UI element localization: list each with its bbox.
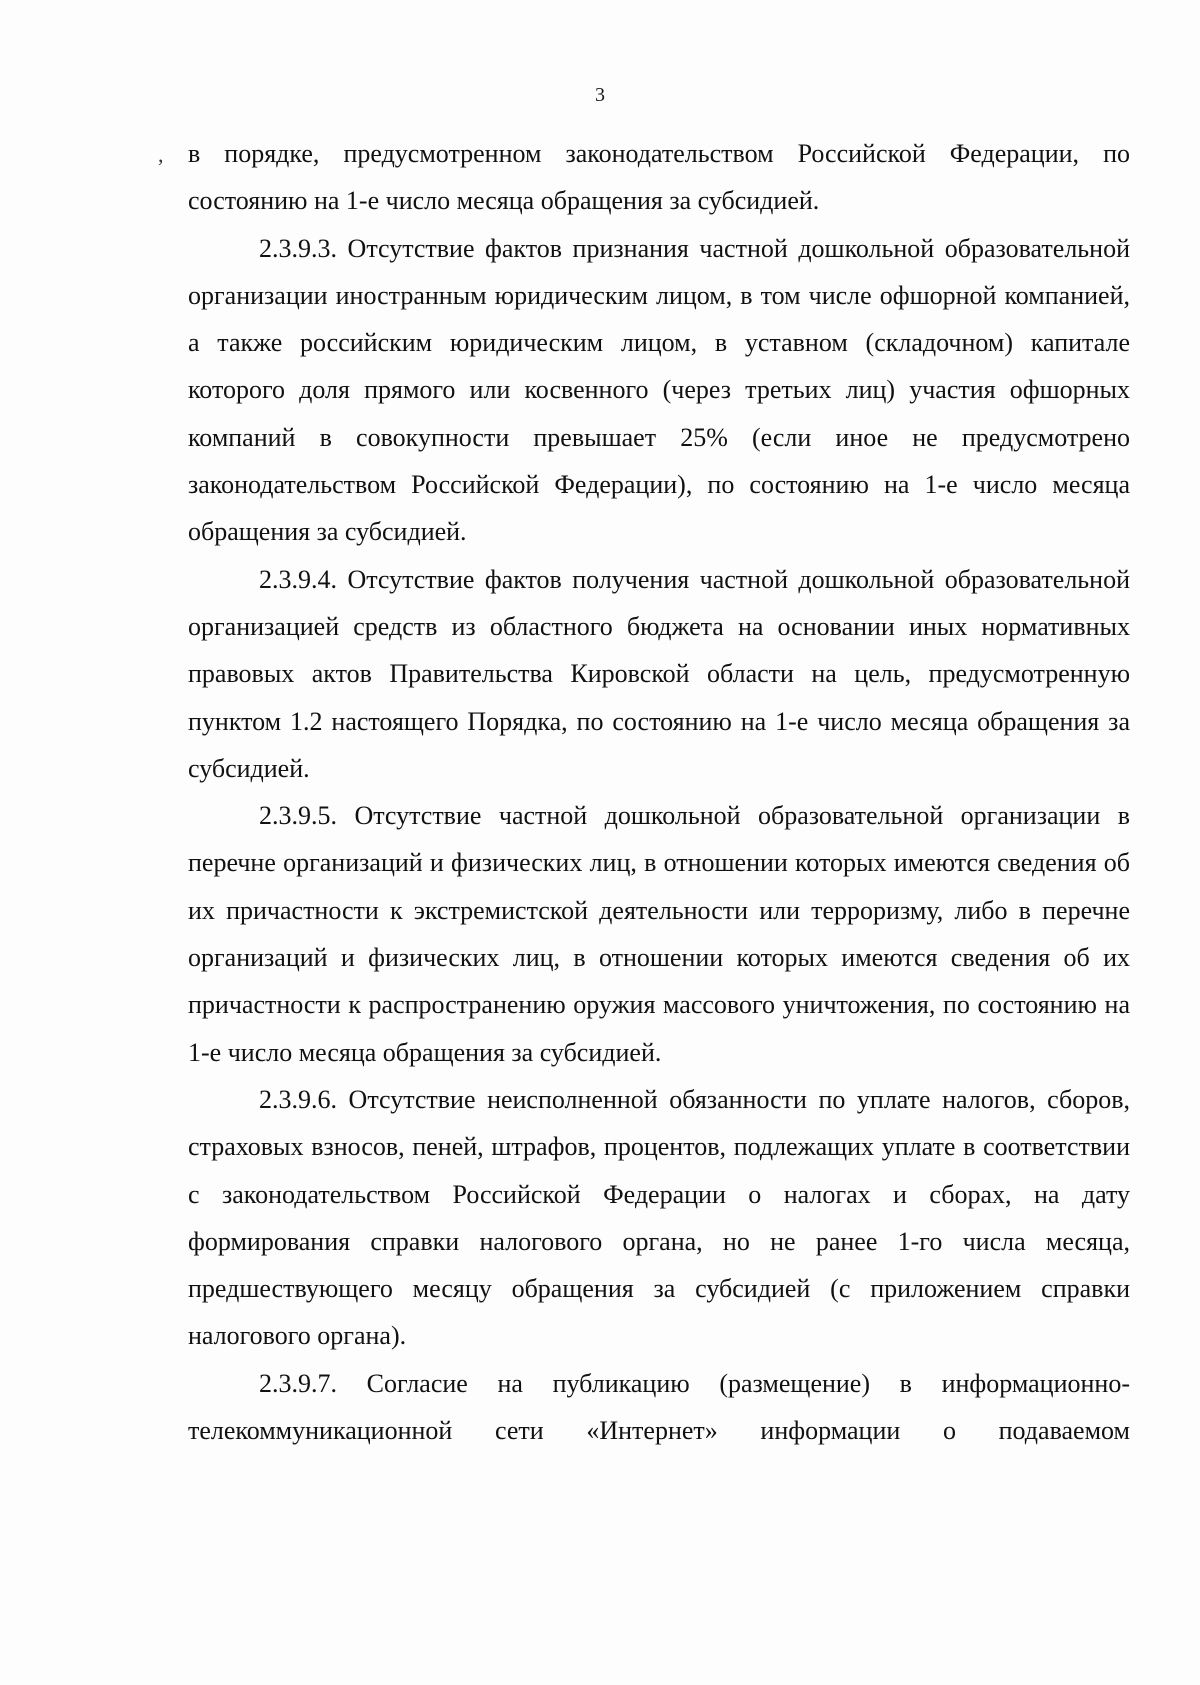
paragraph-2-3-9-4: 2.3.9.4. Отсутствие фактов получения частной дошкольной образовательной организацией средств из областного бюджета на основании иных нормативных правовых актов Правительства Кировской области на цель, предусмотренную пунктом 1.2 настоящего Порядка, по состоянию на 1-е число месяца обращения за субсидией.	[188, 564, 1130, 783]
paragraph-2-3-9-5: 2.3.9.5. Отсутствие частной дошкольной образовательной организации в перечне организаций и физических лиц, в отношении которых имеются сведения об их причастности к экстремистской деятельности или терроризму, либо в перечне организаций и физических лиц, в отношении которых имеются сведения об их причастности к распространению оружия массового уничтожения, по состоянию на 1-е число месяца обращения за субсидией.	[188, 801, 1130, 1067]
paragraph-continuation: в порядке, предусмотренном законодательством Российской Федерации, по состоянию на 1-е число месяца обращения за субсидией.	[188, 139, 1130, 216]
paragraph-2-3-9-7: 2.3.9.7. Согласие на публикацию (размещение) в информационно-телекоммуникационной сети «Интернет» информации о подаваемом	[188, 1368, 1130, 1446]
stray-mark: ,	[158, 142, 164, 167]
paragraph-2-3-9-3: 2.3.9.3. Отсутствие фактов признания частной дошкольной образовательной организации иностранным юридическим лицом, в том числе офшорной компанией, а также российским юридическим лицом, в уставном (складочном) капитале которого доля прямого или косвенного (через третьих лиц) участия офшорных компаний в совокупности превышает 25% (если иное не предусмотрено законодательством Российской Федерации), по состоянию на 1-е число месяца обращения за субсидией.	[188, 233, 1130, 547]
paragraph-2-3-9-6: 2.3.9.6. Отсутствие неисполненной обязанности по уплате налогов, сборов, страховых взносов, пеней, штрафов, процентов, подлежащих уплате в соответствии с законодательством Российской Федерации о налогах и сборах, на дату формирования справки налогового органа, но не ранее 1-го числа месяца, предшествующего месяцу обращения за субсидией (с приложением справки налогового органа).	[188, 1084, 1130, 1351]
page-number: 3	[595, 84, 605, 106]
document-body	[188, 130, 1130, 1454]
